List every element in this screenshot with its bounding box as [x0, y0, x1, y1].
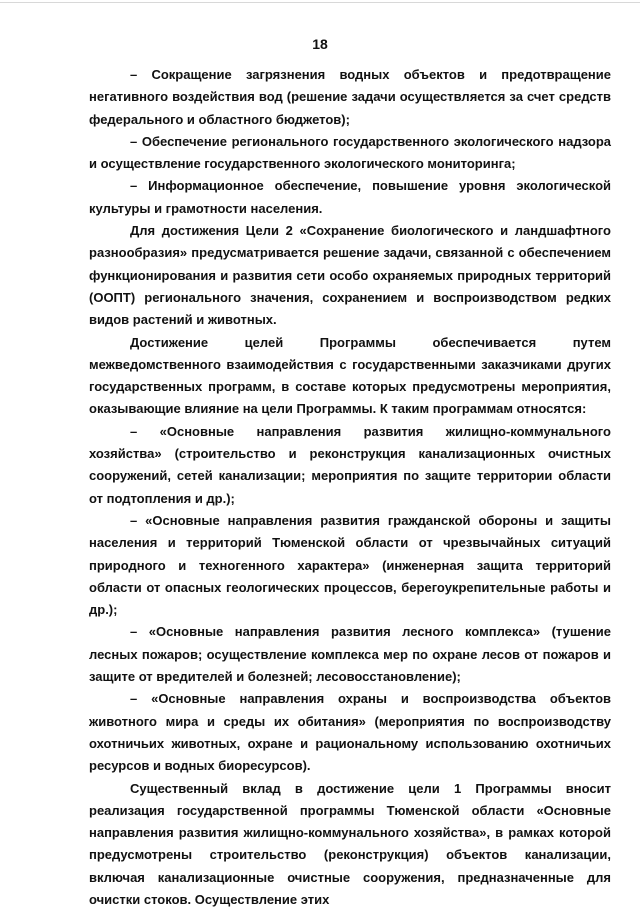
paragraph-task-ecological-supervision: – Обеспечение регионального государственного экологического надзора и осуществление государственного экологического мониторинга; [89, 131, 611, 176]
list-item-wildlife: – «Основные направления охраны и воспроизводства объектов животного мира и среды их обитания» (мероприятия по воспроизводству охотничьих животных, охране и рациональному использованию охотничьих ресурсов и водных биоресурсов). [89, 688, 611, 777]
list-item-housing-utilities: – «Основные направления развития жилищно-коммунального хозяйства» (строительство и реконструкция канализационных очистных сооружений, сетей канализации; мероприятия по защите территории области от подтопления и др.); [89, 421, 611, 510]
page-number: 18 [0, 36, 640, 52]
paragraph-goal-1-contribution: Существенный вклад в достижение цели 1 Программы вносит реализация государственной программы Тюменской области «Основные направления развития жилищно-коммунального хозяйства», в рамках которой предусмотрены строительство (реконструкция) объектов канализации, включая канализационные очистные сооружения, предназначенные для очистки стоков. Осуществление этих [89, 778, 611, 911]
paragraph-goal-2-biodiversity: Для достижения Цели 2 «Сохранение биологического и ландшафтного разнообразия» предусматривается решение задачи, связанной с обеспечением функционирования и развития сети особо охраняемых природных территорий (ООПТ) регионального значения, сохранением и воспроизводством редких видов растений и животных. [89, 220, 611, 331]
list-item-civil-defense: – «Основные направления развития гражданской обороны и защиты населения и территорий Тюменской области от чрезвычайных ситуаций природного и техногенного характера» (инженерная защита территорий области от опасных геологических процессов, берегоукрепительные работы и др.); [89, 510, 611, 621]
paragraph-task-water-pollution: – Сокращение загрязнения водных объектов и предотвращение негативного воздействия вод (решение задачи осуществляется за счет средств федерального и областного бюджетов); [89, 64, 611, 131]
list-item-forestry: – «Основные направления развития лесного комплекса» (тушение лесных пожаров; осуществление комплекса мер по охране лесов от пожаров и защите от вредителей и болезней; лесовосстановление); [89, 621, 611, 688]
scan-top-edge [0, 2, 640, 3]
paragraph-task-information-support: – Информационное обеспечение, повышение уровня экологической культуры и грамотности населения. [89, 175, 611, 220]
paragraph-interagency-cooperation: Достижение целей Программы обеспечивается путем межведомственного взаимодействия с государственными заказчиками других государственных программ, в составе которых предусмотрены мероприятия, оказывающие влияние на цели Программы. К таким программам относятся: [89, 332, 611, 421]
document-body [89, 64, 611, 911]
